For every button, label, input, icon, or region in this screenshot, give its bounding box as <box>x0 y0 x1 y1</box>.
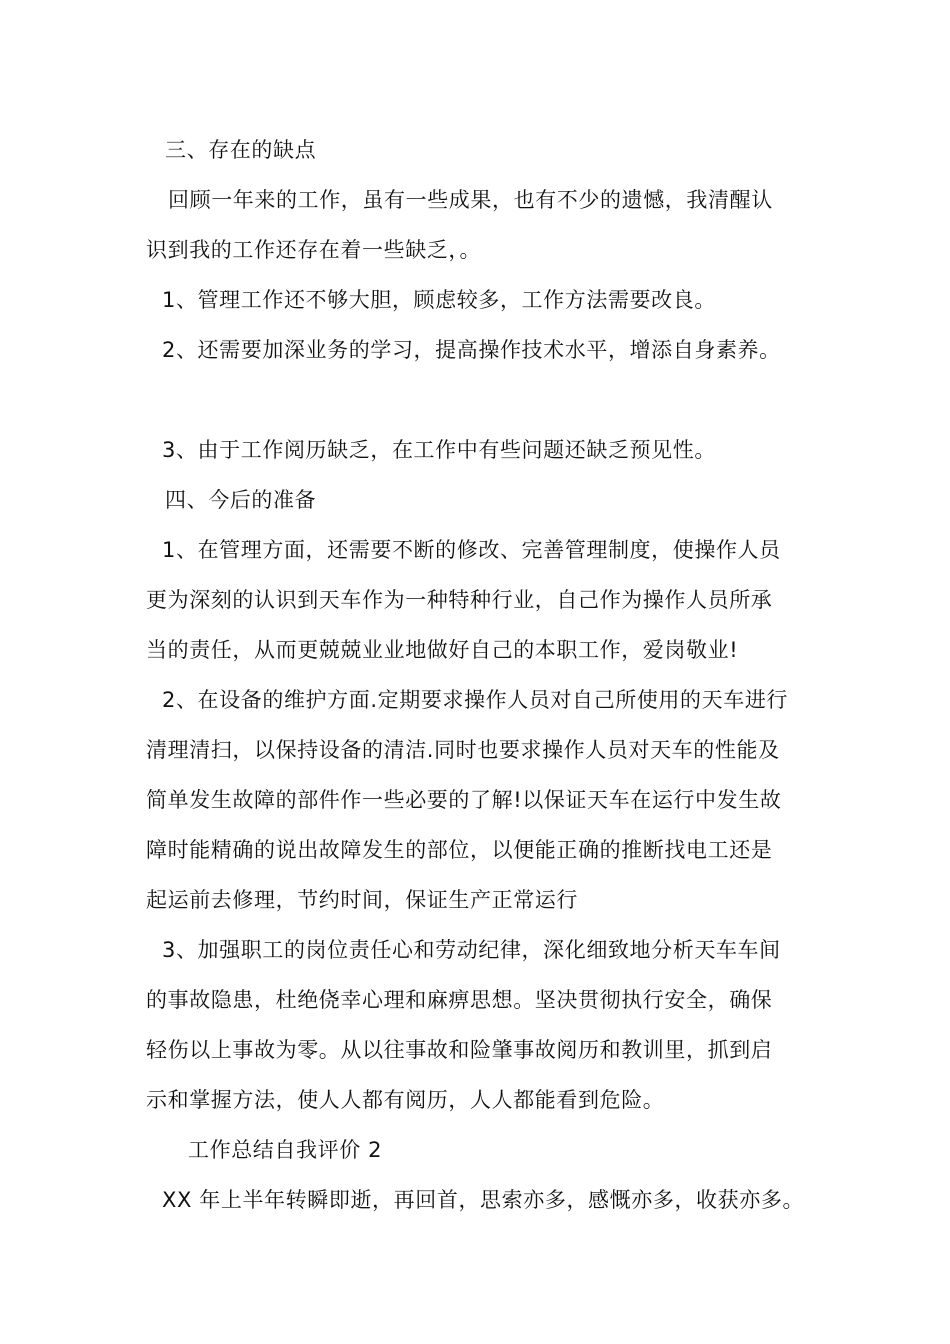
section-heading-shortcomings: 三、存在的缺点 <box>165 138 317 162</box>
list-item-line: 2、在设备的维护方面.定期要求操作人员对自己所使用的天车进行 <box>162 688 789 712</box>
article-title: 工作总结自我评价 2 <box>188 1138 383 1162</box>
paragraph-line: 简单发生故障的部件作一些必要的了解!以保证天车在运行中发生故 <box>146 788 782 812</box>
list-item-line: 2、还需要加深业务的学习，提高操作技术水平，增添自身素养。 <box>162 338 781 362</box>
paragraph-line: 起运前去修理，节约时间，保证生产正常运行 <box>146 888 578 912</box>
paragraph-line: 当的责任，从而更兢兢业业地做好自己的本职工作，爱岗敬业! <box>146 638 739 662</box>
paragraph-line: 更为深刻的认识到天车作为一种特种行业，自己作为操作人员所承 <box>146 588 773 612</box>
paragraph-line: 障时能精确的说出故障发生的部位，以便能正确的推断找电工还是 <box>146 838 773 862</box>
list-item-line: 1、在管理方面，还需要不断的修改、完善管理制度，使操作人员 <box>162 538 781 562</box>
list-item-line: 3、加强职工的岗位责任心和劳动纪律，深化细致地分析天车车间 <box>162 938 781 962</box>
paragraph-line: XX 年上半年转瞬即逝，再回首，思索亦多，感慨亦多，收获亦多。 <box>162 1188 805 1212</box>
paragraph-line: 清理清扫，以保持设备的清洁.同时也要求操作人员对天车的性能及 <box>146 738 780 762</box>
section-heading-plans: 四、今后的准备 <box>165 488 317 512</box>
paragraph-line: 示和掌握方法，使人人都有阅历，人人都能看到危险。 <box>146 1088 665 1112</box>
paragraph-line: 的事故隐患，杜绝侥幸心理和麻痹思想。坚决贯彻执行安全，确保 <box>146 988 773 1012</box>
paragraph-line: 轻伤以上事故为零。从以往事故和险肇事故阅历和教训里，抓到启 <box>146 1038 773 1062</box>
paragraph-line: 识到我的工作还存在着一些缺乏，。 <box>146 238 482 262</box>
list-item-line: 3、由于工作阅历缺乏，在工作中有些问题还缺乏预见性。 <box>162 438 716 462</box>
paragraph-line: 回顾一年来的工作，虽有一些成果，也有不少的遗憾，我清醒认 <box>168 188 773 212</box>
list-item-line: 1、管理工作还不够大胆，顾虑较多，工作方法需要改良。 <box>162 288 716 312</box>
